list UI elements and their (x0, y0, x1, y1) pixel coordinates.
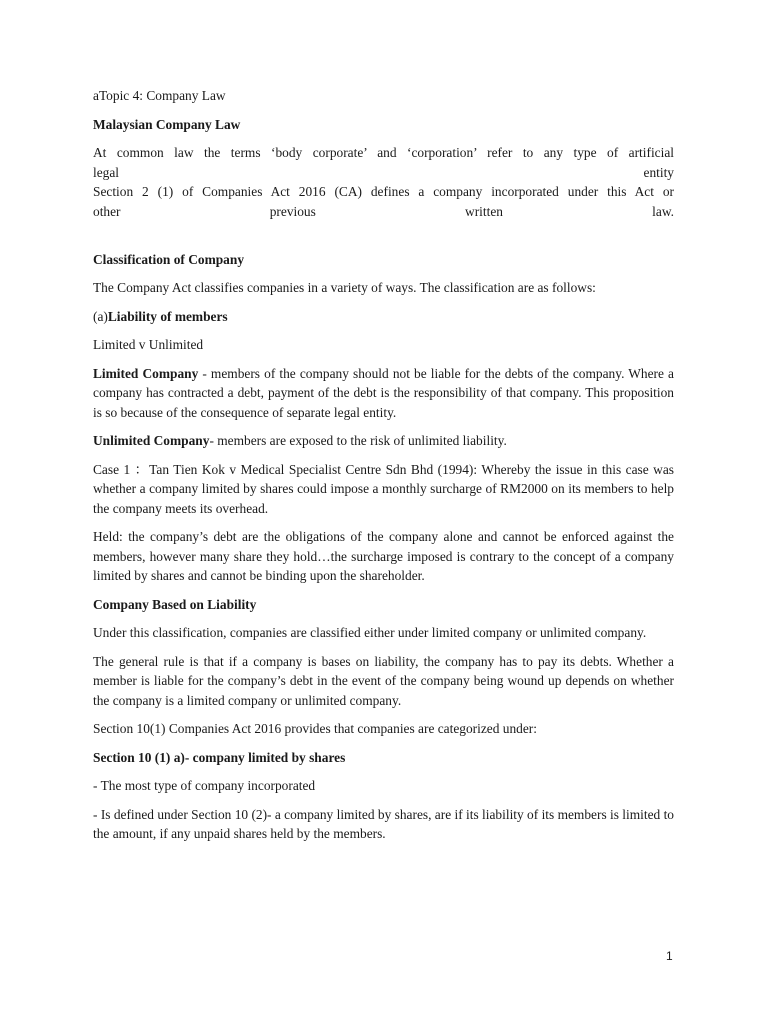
limited-company-paragraph: Limited Company - members of the company should not be liable for the debts of the company. Where a company has contracted a debt, payment of the debt is the responsibility of that company. This proposition is so because of the consequence of separate legal entity. (93, 365, 674, 420)
most-type-line: - The most type of company incorporated (93, 778, 316, 793)
general-rule-paragraph: The general rule is that if a company is bases on liability, the company has to pay its debts. Whether a member is liable for the company’s debt in the event of the company being wound up depends on whether the company is a limited company or unlimited company. (93, 653, 674, 708)
section10-heading: Section 10 (1) a)- company limited by shares (93, 749, 346, 765)
page-number: 1 (666, 949, 673, 963)
blank-line (93, 221, 674, 241)
common-law-line-2: legal entity (93, 164, 674, 180)
unlimited-company-paragraph: Unlimited Company- members are exposed to the risk of unlimited liability. (93, 433, 507, 448)
limited-v-unlimited: Limited v Unlimited (93, 337, 204, 352)
malaysian-heading: Malaysian Company Law (93, 116, 241, 132)
classification-heading: Classification of Company (93, 251, 245, 267)
topic-title: aTopic 4: Company Law (93, 88, 226, 103)
common-law-paragraph (93, 143, 674, 182)
liability-heading: (a)Liability of members (93, 308, 228, 324)
classification-intro: The Company Act classifies companies in a variety of ways. The classification are as follows: (93, 280, 596, 295)
case-1-paragraph: Case 1 ：Tan Tien Kok v Medical Specialist Centre Sdn Bhd (1994): Whereby the issue in this case was whether a company limited by shares could impose a monthly surcharge of RM2000 on its members to help the company meets its overhead. (93, 461, 674, 516)
common-law-line-1: At common law the terms ‘body corporate’ and ‘corporation’ refer to any type of artificial (93, 145, 674, 160)
held-paragraph: Held: the company’s debt are the obligations of the company alone and cannot be enforced against the members, however many share they hold…the surcharge imposed is contrary to the concept of a company limited by shares and cannot be binding upon the shareholder. (93, 529, 674, 583)
based-on-liability-heading: Company Based on Liability (93, 596, 257, 612)
section2-line-1: Section 2 (1) of Companies Act 2016 (CA) defines a company incorporated under this Act or (93, 184, 674, 199)
document-body (93, 86, 674, 853)
section2-paragraph (93, 182, 674, 221)
defined-under-paragraph: - Is defined under Section 10 (2)- a company limited by shares, are if its liability of its members is limited to the amount, if any unpaid shares held by the members. (93, 806, 674, 841)
under-classification-paragraph: Under this classification, companies are classified either under limited company or unlimited company. (93, 625, 647, 640)
section2-line-2: other previous written law. (93, 203, 674, 219)
section10-intro: Section 10(1) Companies Act 2016 provides that companies are categorized under: (93, 721, 537, 736)
